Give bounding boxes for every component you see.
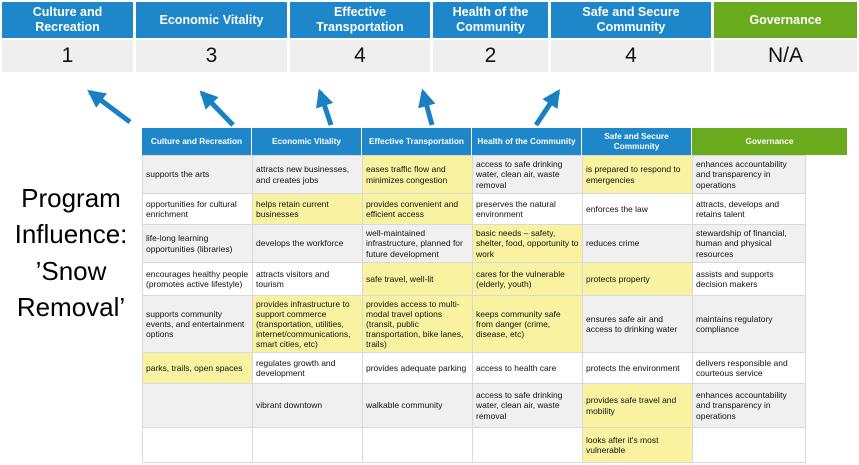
priority-col-culture [2, 2, 133, 72]
priority-header-culture [2, 2, 133, 38]
table-cell: vibrant downtown [253, 384, 363, 428]
table-cell: walkable community [363, 384, 473, 428]
matrix-header-economic: Economic Vitality [252, 128, 362, 155]
table-cell: protects property [583, 263, 693, 296]
table-cell: ensures safe air and access to drinking water [583, 296, 693, 353]
table-cell: eases traffic flow and minimizes congestion [363, 156, 473, 194]
table-cell [473, 428, 583, 463]
priority-col-safety [551, 2, 711, 72]
table-cell [693, 428, 806, 463]
table-cell: cares for the vulnerable (elderly, youth) [473, 263, 583, 296]
priority-col-transportation [290, 2, 430, 72]
table-cell: provides infrastructure to support commerce (transportation, utilities, internet/communications, smart cities, etc) [253, 296, 363, 353]
table-cell: stewardship of financial, human and physical resources [693, 225, 806, 263]
title-line: Program [21, 183, 121, 213]
table-row [143, 194, 806, 225]
table-cell: attracts, develops and retains talent [693, 194, 806, 225]
influence-matrix [142, 155, 806, 463]
table-cell [143, 428, 253, 463]
title-line: Influence: [14, 219, 128, 250]
title-line: ’Snow [35, 255, 107, 286]
title-line: Removal’ [16, 292, 126, 323]
priority-header-health [433, 2, 548, 38]
table-cell: access to safe drinking water, clean air, waste removal [473, 156, 583, 194]
priority-header-transportation [290, 2, 430, 38]
table-cell: life-long learning opportunities (libraries) [143, 225, 253, 263]
table-cell: attracts new businesses, and creates jobs [253, 156, 363, 194]
table-cell: helps retain current businesses [253, 194, 363, 225]
up-arrow-3-icon [320, 92, 331, 125]
priority-col-health [433, 2, 548, 72]
table-cell: opportunities for cultural enrichment [143, 194, 253, 225]
table-cell: provides access to multi-modal travel options (transit, public transportation, bike lanes, trails) [363, 296, 473, 353]
priority-label: Effective Transportation [316, 5, 404, 34]
score-economic: 3 [136, 40, 287, 72]
up-arrow-5-icon [536, 92, 558, 125]
score-culture: 1 [2, 40, 133, 72]
priority-col-economic [136, 2, 287, 72]
table-row [143, 156, 806, 194]
table-row [143, 353, 806, 384]
priority-label: Culture and Recreation [32, 5, 103, 34]
table-row [143, 263, 806, 296]
score-transportation: 4 [290, 40, 430, 72]
table-cell: enhances accountability and transparency in operations [693, 156, 806, 194]
table-cell: well-maintained infrastructure, planned for future development [363, 225, 473, 263]
table-row [143, 384, 806, 428]
table-cell: enforces the law [583, 194, 693, 225]
table-cell [143, 384, 253, 428]
table-cell: delivers responsible and courteous service [693, 353, 806, 384]
program-influence-title [0, 180, 142, 326]
table-cell: is prepared to respond to emergencies [583, 156, 693, 194]
table-cell: provides safe travel and mobility [583, 384, 693, 428]
table-cell: attracts visitors and tourism [253, 263, 363, 296]
priority-score-band [2, 2, 857, 72]
table-row [143, 428, 806, 463]
matrix-header-governance: Governance [692, 128, 847, 155]
table-cell: keeps community safe from danger (crime, disease, etc) [473, 296, 583, 353]
table-cell: basic needs – safety, shelter, food, opportunity to work [473, 225, 583, 263]
table-cell: looks after it's most vulnerable [583, 428, 693, 463]
table-cell: assists and supports decision makers [693, 263, 806, 296]
table-cell: parks, trails, open spaces [143, 353, 253, 384]
table-cell: protects the environment [583, 353, 693, 384]
priority-label: Health of the Community [452, 5, 529, 34]
table-cell: preserves the natural environment [473, 194, 583, 225]
matrix-header-safety: Safe and Secure Community [582, 128, 692, 155]
matrix-header-culture: Culture and Recreation [142, 128, 252, 155]
priority-col-governance [714, 2, 857, 72]
table-cell [363, 428, 473, 463]
table-cell: regulates growth and development [253, 353, 363, 384]
score-health: 2 [433, 40, 548, 72]
matrix-header-health: Health of the Community [472, 128, 582, 155]
priority-label: Economic Vitality [159, 12, 264, 27]
priority-header-safety [551, 2, 711, 38]
table-cell: enhances accountability and transparency in operations [693, 384, 806, 428]
table-cell: supports the arts [143, 156, 253, 194]
table-cell [253, 428, 363, 463]
priority-label: Governance [749, 12, 822, 27]
up-arrow-2-icon [202, 93, 233, 125]
up-arrow-4-icon [423, 92, 432, 125]
up-arrow-1-icon [90, 92, 130, 122]
matrix-header-row [142, 128, 847, 155]
table-cell: access to safe drinking water, clean air, waste removal [473, 384, 583, 428]
table-cell: develops the workforce [253, 225, 363, 263]
table-row [143, 296, 806, 353]
table-cell: provides convenient and efficient access [363, 194, 473, 225]
table-cell: maintains regulatory compliance [693, 296, 806, 353]
table-row [143, 225, 806, 263]
priority-header-governance [714, 2, 857, 38]
table-cell: access to health care [473, 353, 583, 384]
matrix-header-transportation: Effective Transportation [362, 128, 472, 155]
score-governance: N/A [714, 40, 857, 72]
table-cell: safe travel, well-lit [363, 263, 473, 296]
priority-label: Safe and Secure Community [582, 5, 680, 34]
table-cell: supports community events, and entertainment options [143, 296, 253, 353]
table-cell: encourages healthy people (promotes active lifestyle) [143, 263, 253, 296]
score-safety: 4 [551, 40, 711, 72]
table-cell: provides adequate parking [363, 353, 473, 384]
table-cell: reduces crime [583, 225, 693, 263]
priority-header-economic [136, 2, 287, 38]
